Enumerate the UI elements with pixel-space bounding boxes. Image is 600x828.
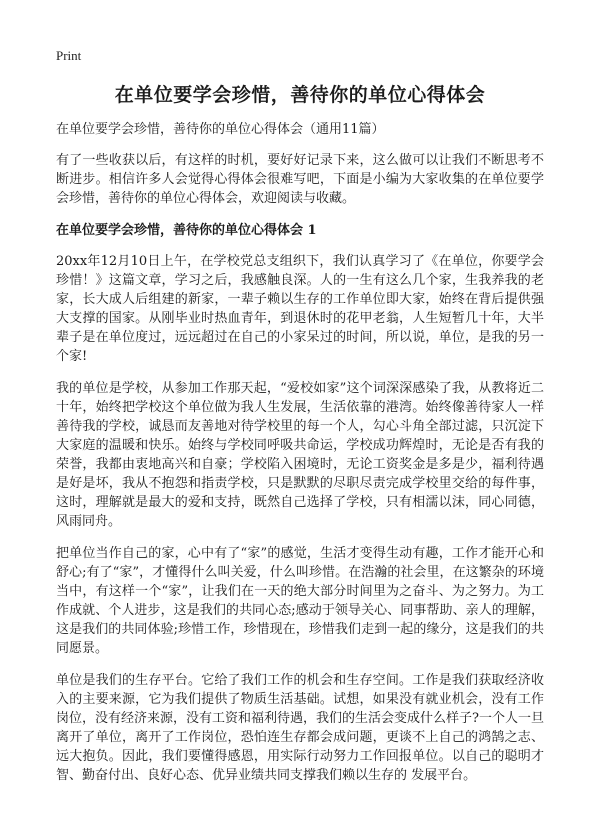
section-heading: 在单位要学会珍惜，善待你的单位心得体会 1 bbox=[56, 223, 317, 238]
print-link[interactable]: Print bbox=[56, 48, 82, 63]
paragraph: 单位是我们的生存平台。它给了我们工作的机会和生存空间。工作是我们获取经济收入的主要来源，它为我们提供了物质生活基础。试想，如果没有就业机会，没有工作岗位，没有经济来源，没有工资和福利待遇，我们的生活会变成什么样子?一个人一旦离开了单位，离开了工作岗位，恐怕连生存都会成问题，更谈不上自己的鸿鹄之志、远大抱负。因此，我们要懂得感恩，用实际行动努力工作回报单位。以自己的聪明才智、勤奋付出、良好心态、优异业绩共同支撑我们赖以生存的 发展平台。 bbox=[56, 673, 544, 783]
intro-paragraph: 有了一些收获以后，有这样的时机，要好好记录下来，这么做可以让我们不断思考不断进步。相信许多人会觉得心得体会很难写吧，下面是小编为大家收集的在单位要学会珍惜，善待你的单位心得体会，欢迎阅读与收藏。 bbox=[56, 153, 544, 206]
page-title: 在单位要学会珍惜，善待你的单位心得体会 bbox=[114, 84, 486, 106]
paragraph: 20xx年12月10日上午，在学校党总支组织下，我们认真学习了《在单位，你要学会珍惜！》这篇文章，学习之后，我感触良深。人的一生有这么几个家，生我养我的老家，长大成人后组建的新家，一辈子赖以生存的工作单位即大家，始终在背后提供强大支撑的国家。从刚毕业时热血青年，到退休时的花甲老翁，人生短暂几十年，大半辈子是在单位度过，远远超过在自己的小家呆过的时间，所以说，单位，是我的另一个家! bbox=[56, 254, 544, 364]
article-subtitle: 在单位要学会珍惜，善待你的单位心得体会（通用11篇） bbox=[56, 122, 385, 137]
paragraph: 把单位当作自己的家，心中有了“家”的感觉，生活才变得生动有趣，工作才能开心和舒心;有了“家”，才懂得什么叫关爱，什么叫珍惜。在浩瀚的社会里，在这繁杂的环境当中，有这样一个“家”，让我们在一天的绝大部分时间里为之奋斗、为之努力。为工作成就、个人进步，这是我们的共同心态;感动于领导关心、同事帮助、亲人的理解，这是我们的共同体验;珍惜工作，珍惜现在，珍惜我们走到一起的缘分，这是我们的共同愿景。 bbox=[56, 546, 544, 656]
paragraph: 我的单位是学校，从参加工作那天起，“爱校如家”这个词深深感染了我，从教将近二十年，始终把学校这个单位做为我人生发展，生活依靠的港湾。始终像善待家人一样善待我的学校，诚恳而友善地对待学校里的每一个人，勾心斗角全部过滤，只沉淀下大家庭的温暖和快乐。始终与学校同呼吸共命运，学校成功辉煌时，无论是否有我的荣誉，我都由衷地高兴和自豪；学校陷入困境时，无论工资奖金是多是少，福利待遇是好是坏，我从不抱怨和指责学校，只是默默的尽职尽责完成学校里交给的每件事，这时，理解就是最大的爱和支持，既然自己选择了学校，只有相濡以沫，同心同德，风雨同舟。 bbox=[56, 381, 544, 529]
article-body bbox=[56, 120, 544, 798]
